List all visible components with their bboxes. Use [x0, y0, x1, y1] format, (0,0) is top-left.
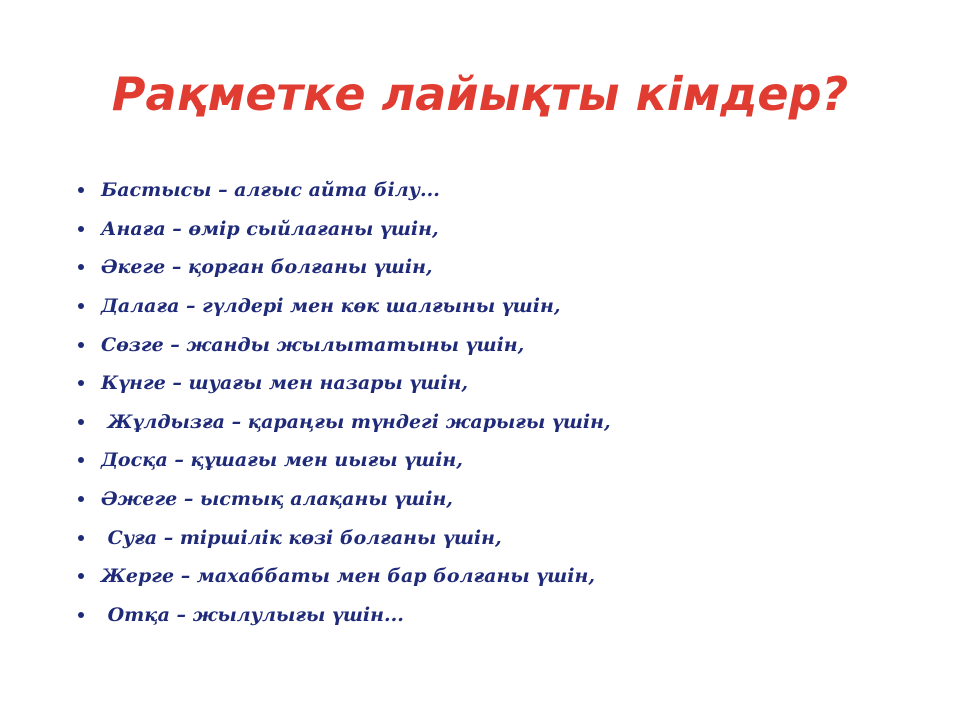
- bullet-item: [78, 210, 611, 249]
- bullet-item: [78, 287, 611, 326]
- bullet-dot-icon: [78, 612, 84, 618]
- slide-title: Рақметке лайықты кімдер?: [111, 67, 849, 121]
- bullet-item: [78, 171, 611, 210]
- bullet-text: Досқа – құшағы мен иығы үшін,: [101, 449, 463, 472]
- bullet-text: Анаға – өмір сыйлағаны үшін,: [101, 217, 439, 240]
- bullet-dot-icon: [78, 342, 84, 348]
- bullet-dot-icon: [78, 535, 84, 541]
- bullet-item: [78, 364, 611, 403]
- bullet-text: Әкеге – қорған болғаны үшін,: [101, 256, 433, 279]
- bullet-item: [78, 480, 611, 519]
- bullet-item: [78, 325, 611, 364]
- bullet-item: [78, 441, 611, 480]
- bullet-text: Бастысы – алғыс айта білу...: [101, 179, 440, 202]
- bullet-dot-icon: [78, 380, 84, 386]
- bullet-dot-icon: [78, 419, 84, 425]
- bullet-item: [78, 403, 611, 442]
- bullet-text: Сөзге – жанды жылытатыны үшін,: [101, 333, 525, 356]
- bullet-text: Далаға – гүлдері мен көк шалғыны үшін,: [101, 295, 561, 318]
- bullet-dot-icon: [78, 457, 84, 463]
- bullet-dot-icon: [78, 303, 84, 309]
- bullet-dot-icon: [78, 264, 84, 270]
- bullet-dot-icon: [78, 496, 84, 502]
- bullet-dot-icon: [78, 573, 84, 579]
- bullet-text: Жұлдызға – қараңғы түндегі жарығы үшін,: [101, 410, 611, 433]
- bullet-list: [78, 171, 611, 634]
- bullet-item: [78, 518, 611, 557]
- bullet-text: Отқа – жылулығы үшін...: [101, 603, 404, 626]
- bullet-text: Әжеге – ыстық алақаны үшін,: [101, 488, 453, 511]
- bullet-item: [78, 248, 611, 287]
- bullet-text: Суға – тіршілік көзі болғаны үшін,: [101, 526, 502, 549]
- bullet-item: [78, 596, 611, 635]
- bullet-dot-icon: [78, 226, 84, 232]
- bullet-dot-icon: [78, 187, 84, 193]
- bullet-text: Жерге – махаббаты мен бар болғаны үшін,: [101, 565, 595, 588]
- bullet-text: Күнге – шуағы мен назары үшін,: [101, 372, 469, 395]
- bullet-item: [78, 557, 611, 596]
